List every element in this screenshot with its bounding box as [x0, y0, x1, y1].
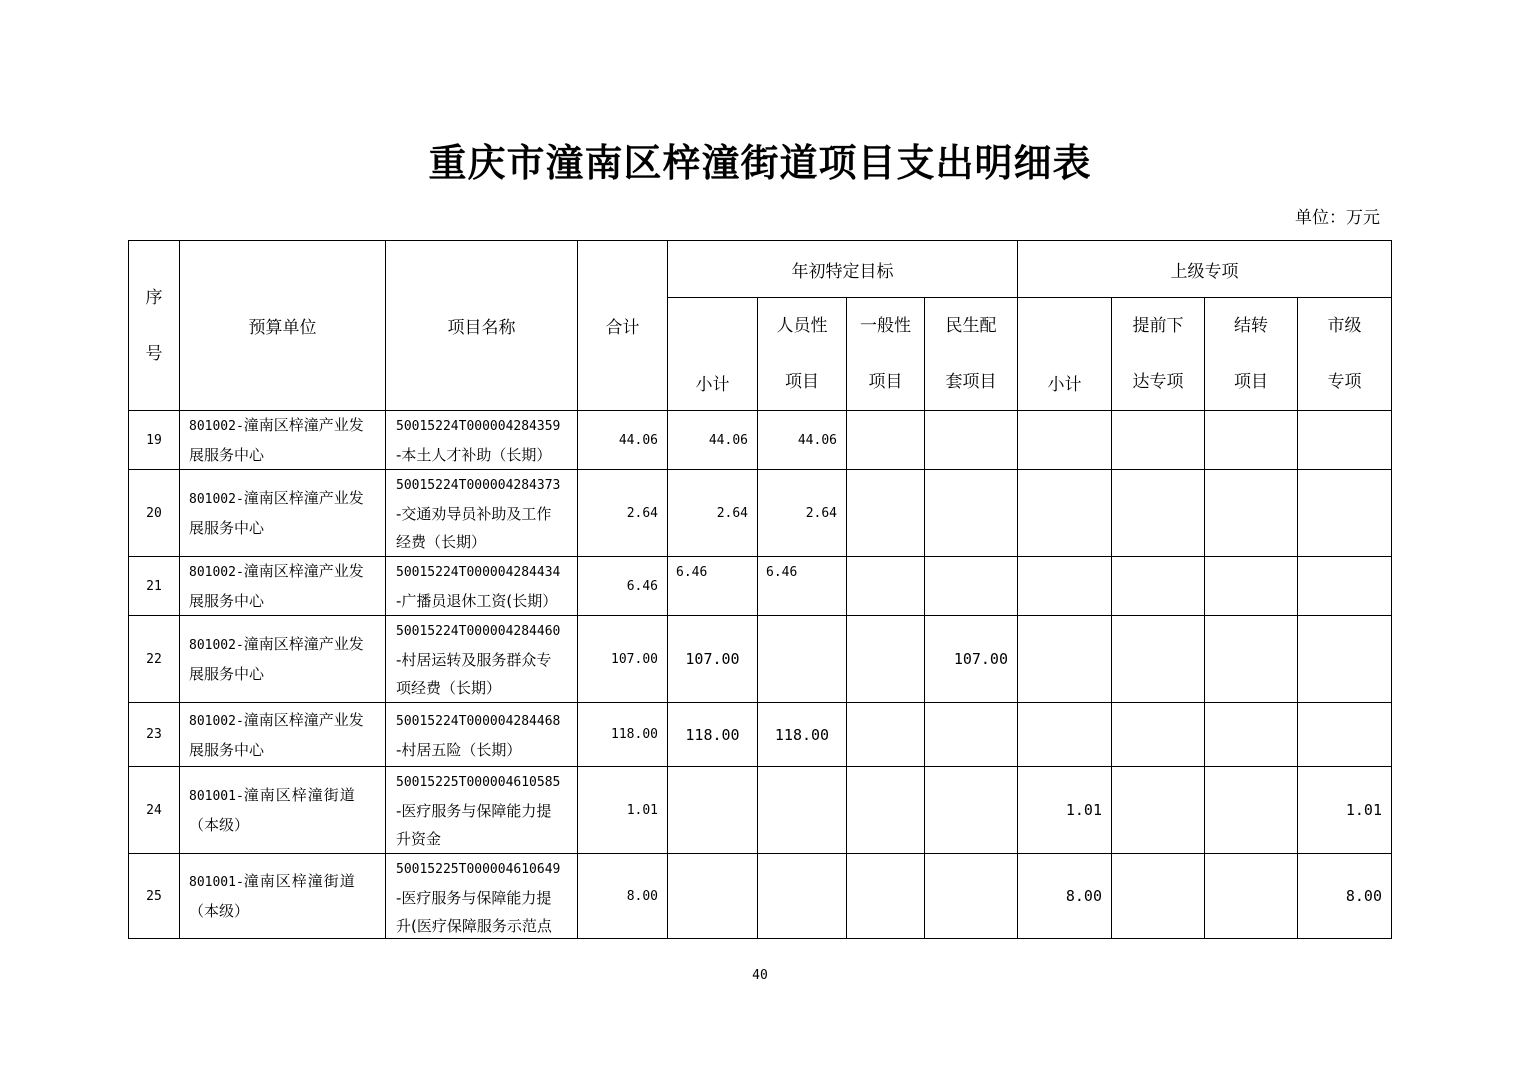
project-name-cell: 50015224T000004284373 -交通劝导员补助及工作 经费（长期）	[386, 470, 578, 557]
total-cell: 107.00	[578, 616, 668, 703]
row-index: 21	[129, 557, 180, 616]
budget-unit-cell: 801002-潼南区梓潼产业发 展服务中心	[180, 411, 386, 470]
g2-carryover-cell	[1205, 616, 1298, 703]
budget-unit-cell: 801002-潼南区梓潼产业发 展服务中心	[180, 557, 386, 616]
g2-subtotal-cell: 8.00	[1018, 854, 1112, 939]
budget-unit-cell: 801001-潼南区梓潼街道 （本级）	[180, 767, 386, 854]
project-name-cell: 50015224T000004284359 -本土人才补助（长期）	[386, 411, 578, 470]
g2-subtotal-cell	[1018, 557, 1112, 616]
header-g2-carryover: 结转 项目	[1205, 298, 1298, 411]
header-g2-city: 市级 专项	[1298, 298, 1392, 411]
table-row	[129, 470, 1392, 557]
g1-personnel-cell	[758, 767, 847, 854]
g1-livelihood-cell	[925, 854, 1018, 939]
project-name-cell: 50015224T000004284460 -村居运转及服务群众专 项经费（长期）	[386, 616, 578, 703]
table-row	[129, 616, 1392, 703]
budget-unit-cell: 801002-潼南区梓潼产业发 展服务中心	[180, 470, 386, 557]
g2-city-cell: 8.00	[1298, 854, 1392, 939]
total-cell: 1.01	[578, 767, 668, 854]
g2-carryover-cell	[1205, 557, 1298, 616]
g1-general-cell	[847, 411, 925, 470]
g2-city-cell	[1298, 616, 1392, 703]
header-total: 合计	[578, 241, 668, 411]
g2-subtotal-cell	[1018, 616, 1112, 703]
g1-subtotal-cell: 107.00	[668, 616, 758, 703]
g2-carryover-cell	[1205, 703, 1298, 767]
g1-subtotal-cell	[668, 854, 758, 939]
row-index: 19	[129, 411, 180, 470]
table-row	[129, 557, 1392, 616]
g1-general-cell	[847, 616, 925, 703]
g2-advance-cell	[1112, 557, 1205, 616]
g1-livelihood-cell	[925, 557, 1018, 616]
g1-general-cell	[847, 854, 925, 939]
row-index: 25	[129, 854, 180, 939]
g2-subtotal-cell	[1018, 411, 1112, 470]
total-cell: 44.06	[578, 411, 668, 470]
g1-personnel-cell: 118.00	[758, 703, 847, 767]
total-cell: 6.46	[578, 557, 668, 616]
total-cell: 2.64	[578, 470, 668, 557]
g2-advance-cell	[1112, 470, 1205, 557]
g1-subtotal-cell: 118.00	[668, 703, 758, 767]
table-row	[129, 703, 1392, 767]
g1-personnel-cell: 44.06	[758, 411, 847, 470]
g2-city-cell	[1298, 703, 1392, 767]
g2-city-cell	[1298, 557, 1392, 616]
budget-unit-cell: 801002-潼南区梓潼产业发 展服务中心	[180, 616, 386, 703]
row-index: 22	[129, 616, 180, 703]
g2-carryover-cell	[1205, 470, 1298, 557]
g2-advance-cell	[1112, 616, 1205, 703]
header-g1-subtotal: 小计	[668, 298, 758, 411]
g2-city-cell: 1.01	[1298, 767, 1392, 854]
g1-livelihood-cell	[925, 767, 1018, 854]
project-name-cell: 50015224T000004284468 -村居五险（长期）	[386, 703, 578, 767]
project-name-cell: 50015225T000004610585 -医疗服务与保障能力提 升资金	[386, 767, 578, 854]
g2-subtotal-cell: 1.01	[1018, 767, 1112, 854]
project-name-cell: 50015224T000004284434 -广播员退休工资(长期）	[386, 557, 578, 616]
g1-subtotal-cell	[668, 767, 758, 854]
header-group-annual-targets: 年初特定目标	[668, 241, 1018, 298]
g1-personnel-cell	[758, 616, 847, 703]
g1-general-cell	[847, 703, 925, 767]
g2-advance-cell	[1112, 411, 1205, 470]
project-expenditure-table	[128, 240, 1392, 939]
row-index: 23	[129, 703, 180, 767]
header-g1-general: 一般性 项目	[847, 298, 925, 411]
g2-city-cell	[1298, 411, 1392, 470]
g2-advance-cell	[1112, 854, 1205, 939]
header-group-superior-special: 上级专项	[1018, 241, 1392, 298]
g1-livelihood-cell	[925, 470, 1018, 557]
g1-general-cell	[847, 470, 925, 557]
g1-livelihood-cell: 107.00	[925, 616, 1018, 703]
g1-general-cell	[847, 767, 925, 854]
g2-subtotal-cell	[1018, 470, 1112, 557]
g1-livelihood-cell	[925, 703, 1018, 767]
header-project-name: 项目名称	[386, 241, 578, 411]
g1-personnel-cell: 2.64	[758, 470, 847, 557]
g1-personnel-cell: 6.46	[758, 557, 847, 616]
row-index: 20	[129, 470, 180, 557]
page-number: 40	[752, 968, 768, 983]
g2-city-cell	[1298, 470, 1392, 557]
g2-advance-cell	[1112, 703, 1205, 767]
row-index: 24	[129, 767, 180, 854]
unit-label: 单位：万元	[1295, 208, 1380, 228]
g2-subtotal-cell	[1018, 703, 1112, 767]
g2-carryover-cell	[1205, 411, 1298, 470]
header-budget-unit: 预算单位	[180, 241, 386, 411]
table-row	[129, 767, 1392, 854]
header-g2-subtotal: 小计	[1018, 298, 1112, 411]
g2-carryover-cell	[1205, 767, 1298, 854]
table-row	[129, 411, 1392, 470]
header-g2-advance: 提前下 达专项	[1112, 298, 1205, 411]
g2-advance-cell	[1112, 767, 1205, 854]
table-row	[129, 854, 1392, 939]
total-cell: 8.00	[578, 854, 668, 939]
budget-unit-cell: 801002-潼南区梓潼产业发 展服务中心	[180, 703, 386, 767]
g1-subtotal-cell: 44.06	[668, 411, 758, 470]
budget-unit-cell: 801001-潼南区梓潼街道 （本级）	[180, 854, 386, 939]
project-name-cell: 50015225T000004610649 -医疗服务与保障能力提 升(医疗保障服务示范点	[386, 854, 578, 939]
header-g1-personnel: 人员性 项目	[758, 298, 847, 411]
g1-subtotal-cell: 2.64	[668, 470, 758, 557]
header-g1-livelihood: 民生配 套项目	[925, 298, 1018, 411]
g1-general-cell	[847, 557, 925, 616]
header-index: 序 号	[129, 241, 180, 411]
page-title: 重庆市潼南区梓潼街道项目支出明细表	[428, 140, 1092, 185]
g1-personnel-cell	[758, 854, 847, 939]
g1-livelihood-cell	[925, 411, 1018, 470]
g2-carryover-cell	[1205, 854, 1298, 939]
g1-subtotal-cell: 6.46	[668, 557, 758, 616]
total-cell: 118.00	[578, 703, 668, 767]
